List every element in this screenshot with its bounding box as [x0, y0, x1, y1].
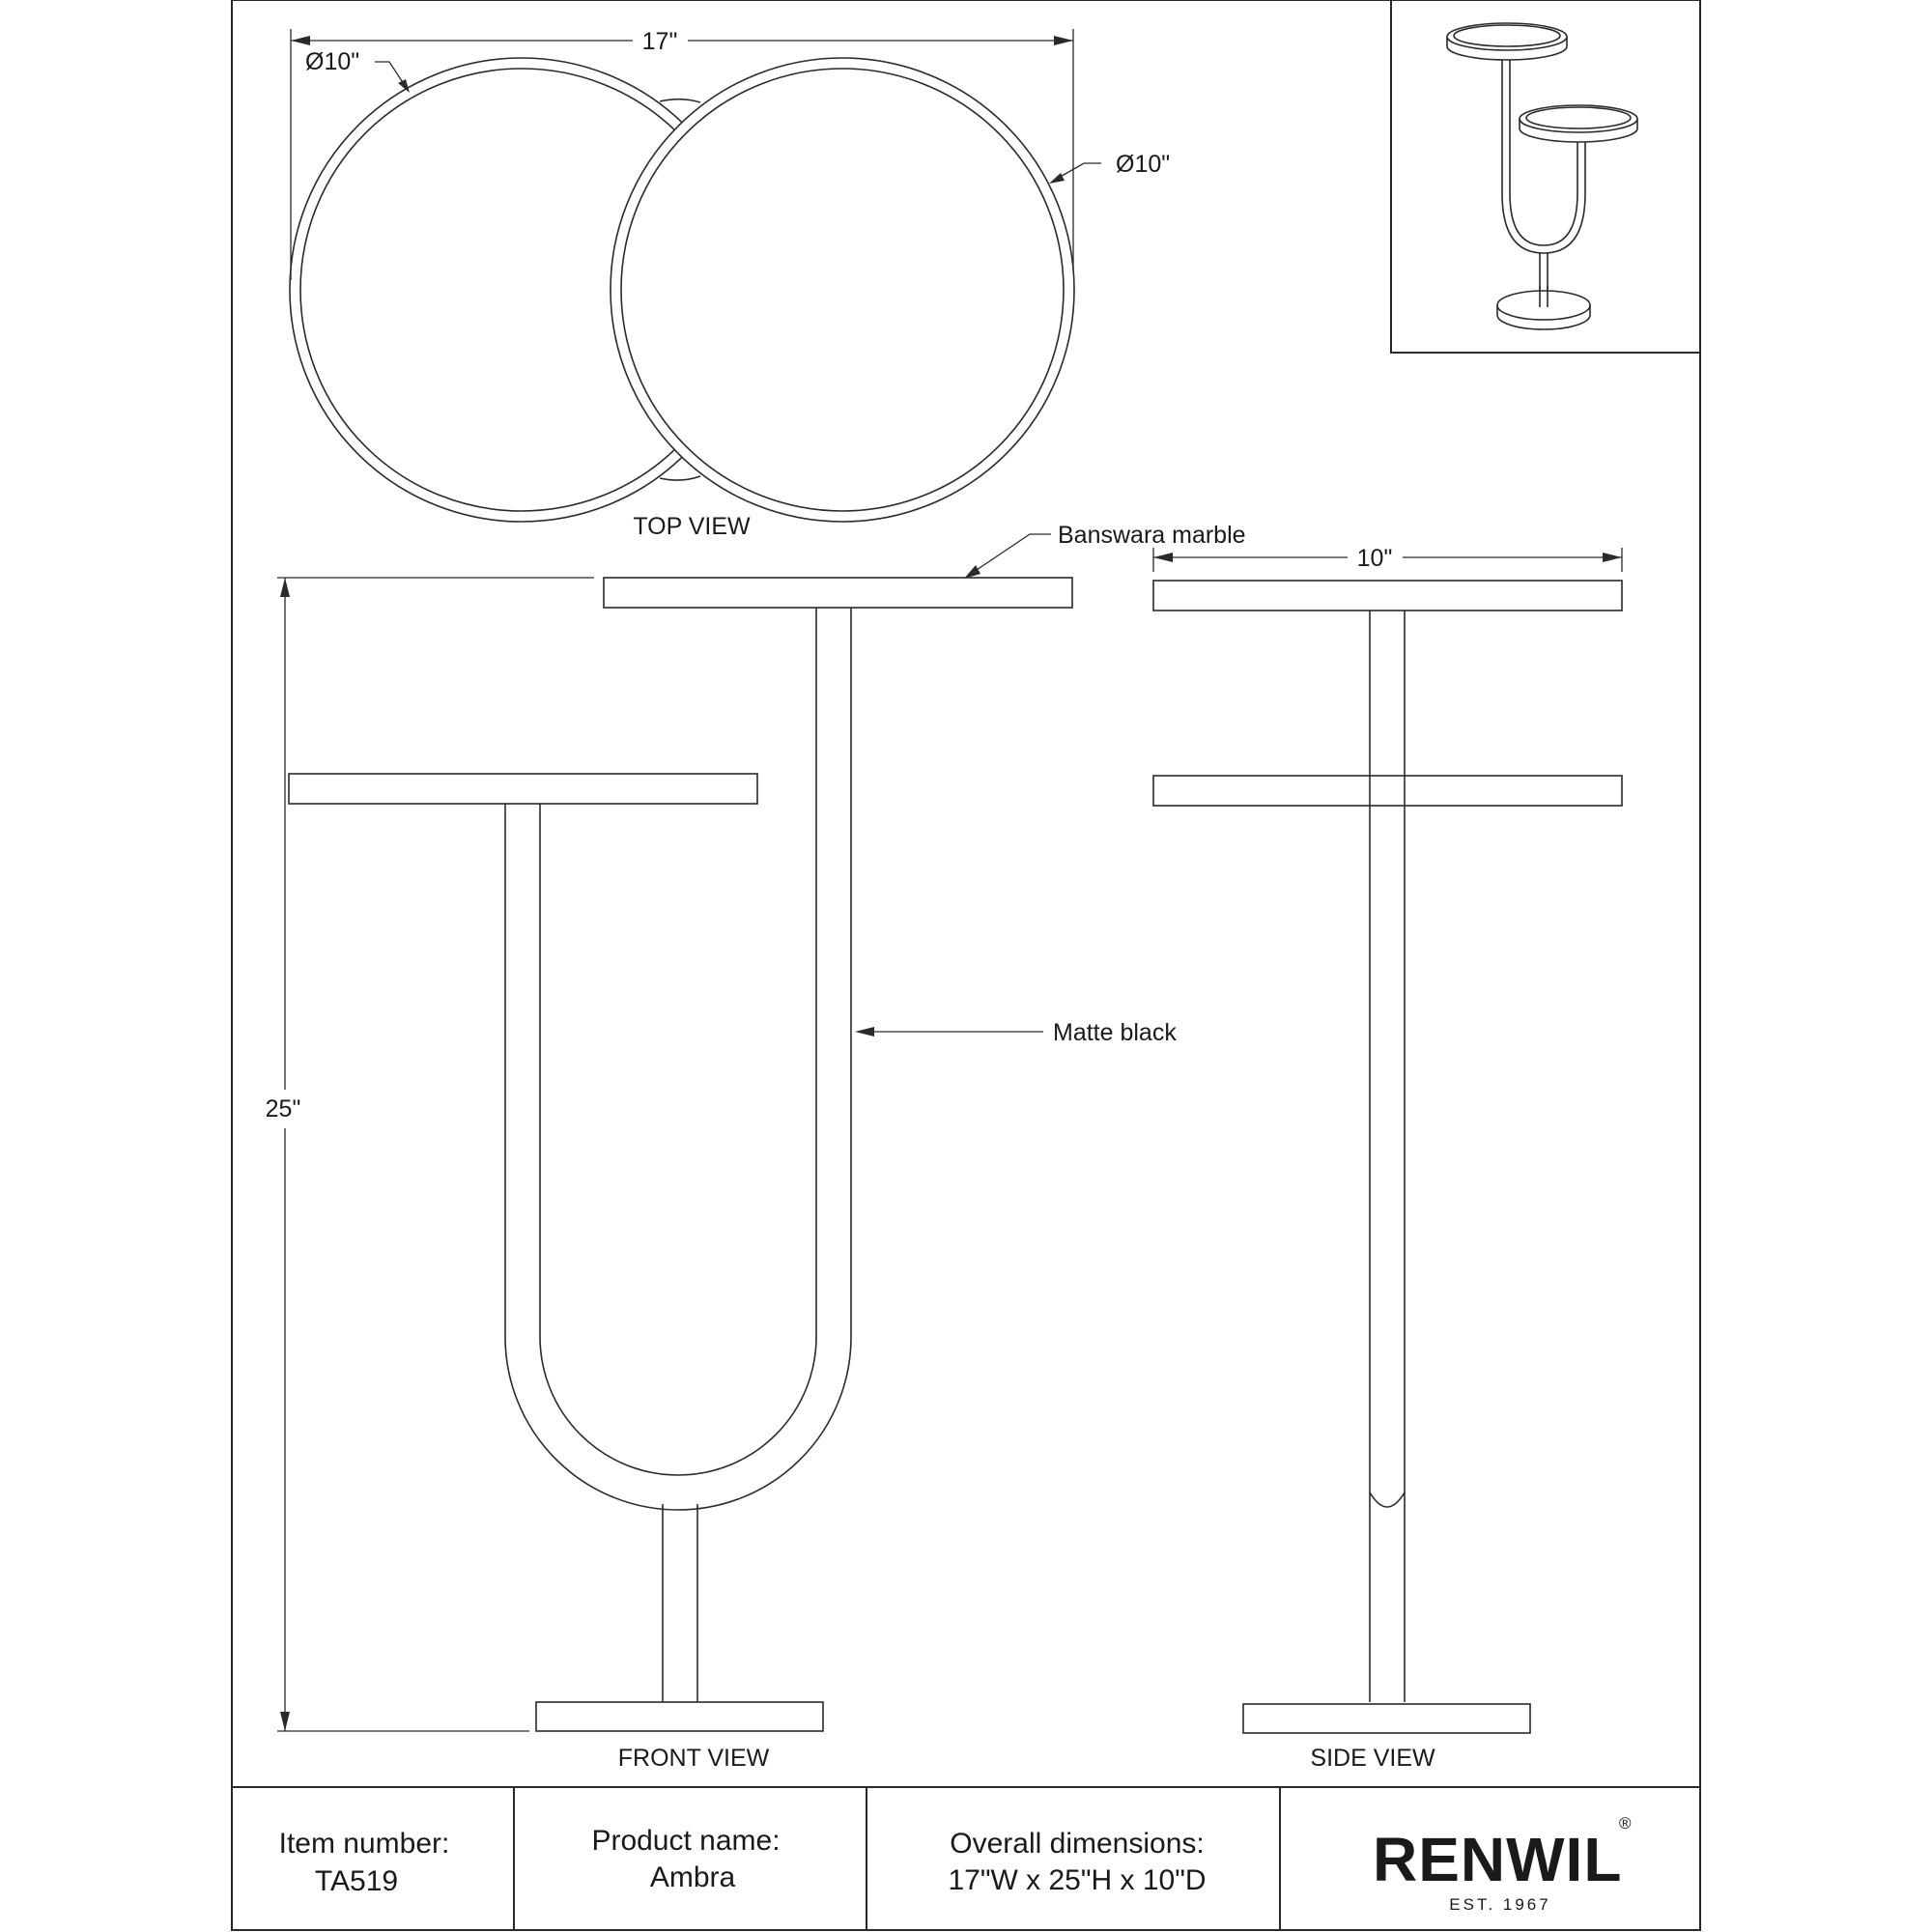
frame-finish-label: Matte black	[1053, 1019, 1177, 1046]
product-name-value: Ambra	[649, 1861, 736, 1893]
stem-shadow-lower	[660, 476, 700, 480]
brand-tagline: EST. 1967	[1449, 1895, 1551, 1914]
inset-frame-inner	[1510, 60, 1577, 245]
side-frame-bend	[1370, 1492, 1405, 1507]
top-material-arrow	[964, 565, 980, 579]
right-tray-outer	[611, 58, 1074, 522]
right-diameter-label: Ø10"	[1116, 151, 1171, 178]
height-arrow-top	[280, 578, 290, 597]
width-arrow-left	[291, 36, 310, 45]
side-upper-tray	[1153, 581, 1622, 611]
side-view	[1153, 545, 1622, 1772]
front-lower-tray	[289, 774, 757, 804]
front-frame-outer	[505, 608, 851, 1510]
right-diameter-leader	[1057, 163, 1101, 179]
side-lower-tray	[1153, 776, 1622, 806]
right-diameter-arrow	[1049, 173, 1065, 184]
front-base	[536, 1702, 823, 1731]
stem-shadow-upper	[660, 99, 700, 102]
left-diameter-label: Ø10"	[305, 48, 360, 75]
front-view	[266, 522, 1246, 1772]
front-upper-tray	[604, 578, 1072, 608]
inset-lower-tray-rim	[1520, 119, 1637, 142]
width-arrow-right	[1054, 36, 1073, 45]
brand-logo: RENWIL	[1373, 1825, 1623, 1894]
height-arrow-bottom	[280, 1712, 290, 1731]
dimensions-value: 17"W x 25"H x 10"D	[948, 1864, 1207, 1896]
depth-arrow-right	[1603, 553, 1622, 562]
inset-lower-tray-inner	[1526, 107, 1631, 128]
inset-upper-tray-rim	[1447, 37, 1567, 60]
frame-finish-arrow	[855, 1027, 874, 1037]
depth-label: 10"	[1356, 545, 1393, 572]
side-view-title: SIDE VIEW	[1310, 1745, 1435, 1772]
perspective-inset	[1391, 0, 1700, 353]
inset-upper-tray-inner	[1454, 25, 1560, 46]
item-number-value: TA519	[314, 1865, 399, 1897]
front-view-title: FRONT VIEW	[617, 1745, 770, 1772]
side-base	[1243, 1704, 1530, 1733]
front-frame-inner	[540, 608, 816, 1475]
top-material-leader	[974, 534, 1051, 572]
inset-base-top	[1497, 291, 1590, 320]
top-view-title: TOP VIEW	[633, 513, 751, 540]
dimensions-label: Overall dimensions:	[950, 1828, 1205, 1860]
top-material-label: Banswara marble	[1058, 522, 1246, 549]
top-view	[290, 28, 1170, 540]
title-block	[279, 1814, 1634, 1914]
item-number-label: Item number:	[278, 1828, 450, 1860]
product-name-label: Product name:	[591, 1825, 781, 1857]
brand-registered-mark: ®	[1619, 1814, 1634, 1833]
depth-arrow-left	[1153, 553, 1173, 562]
height-label: 25"	[265, 1095, 301, 1122]
overall-width-label: 17"	[641, 28, 678, 55]
